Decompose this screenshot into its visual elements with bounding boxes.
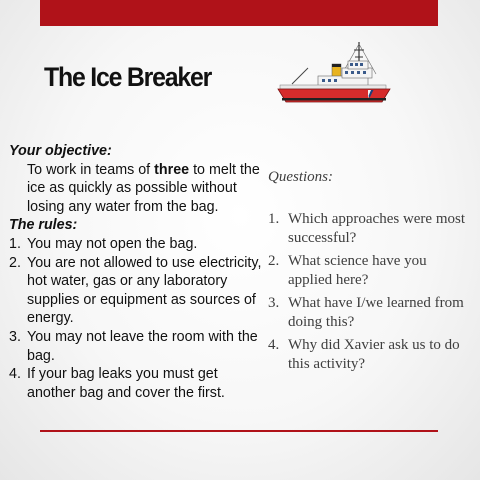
question-text: Why did Xavier ask us to do this activity? bbox=[288, 337, 460, 372]
rule-text: You may not leave the room with the bag. bbox=[27, 328, 258, 364]
rule-number: 1. bbox=[9, 235, 21, 252]
objective-text-start: To work in teams of bbox=[27, 161, 155, 178]
bottom-divider bbox=[40, 430, 438, 432]
question-number: 4. bbox=[268, 337, 280, 353]
icebreaker-ship-image bbox=[272, 38, 396, 112]
objective-heading: Your objective: bbox=[9, 143, 112, 159]
question-text: What have I/we learned from doing this? bbox=[288, 295, 464, 330]
question-item bbox=[268, 336, 473, 374]
rules-list bbox=[9, 235, 264, 402]
question-number: 2. bbox=[268, 253, 280, 269]
questions-list bbox=[268, 210, 473, 374]
objective-and-rules bbox=[9, 142, 264, 402]
rule-number: 3. bbox=[9, 328, 21, 345]
slide-title: The Ice Breaker bbox=[44, 62, 212, 92]
question-item bbox=[268, 210, 473, 248]
rule-number: 4. bbox=[9, 366, 21, 383]
rule-item bbox=[9, 254, 264, 328]
rule-number: 2. bbox=[9, 254, 21, 271]
rule-text: You are not allowed to use electricity, hot water, gas or any laboratory supplies or equipment as sources of energy. bbox=[27, 254, 262, 327]
rule-item bbox=[9, 235, 264, 254]
objective-emphasis: three bbox=[154, 161, 190, 178]
objective-text-end: to melt the ice as quickly as possible without losing any water from the bag. bbox=[27, 161, 260, 215]
question-text: Which approaches were most successful? bbox=[288, 211, 466, 246]
questions-section bbox=[268, 168, 473, 378]
top-accent-bar bbox=[40, 0, 438, 26]
objective-text bbox=[9, 161, 264, 217]
question-text: What science have you applied here? bbox=[288, 253, 427, 288]
rule-text: You may not open the bag. bbox=[27, 235, 198, 252]
question-number: 3. bbox=[268, 295, 280, 311]
rule-item bbox=[9, 365, 264, 402]
question-item bbox=[268, 252, 473, 290]
question-item bbox=[268, 294, 473, 332]
rule-item bbox=[9, 328, 264, 365]
question-number: 1. bbox=[268, 211, 280, 227]
rule-text: If your bag leaks you must get another bag and cover the first. bbox=[27, 366, 225, 401]
rules-heading: The rules: bbox=[9, 217, 78, 234]
questions-heading: Questions: bbox=[268, 169, 333, 185]
